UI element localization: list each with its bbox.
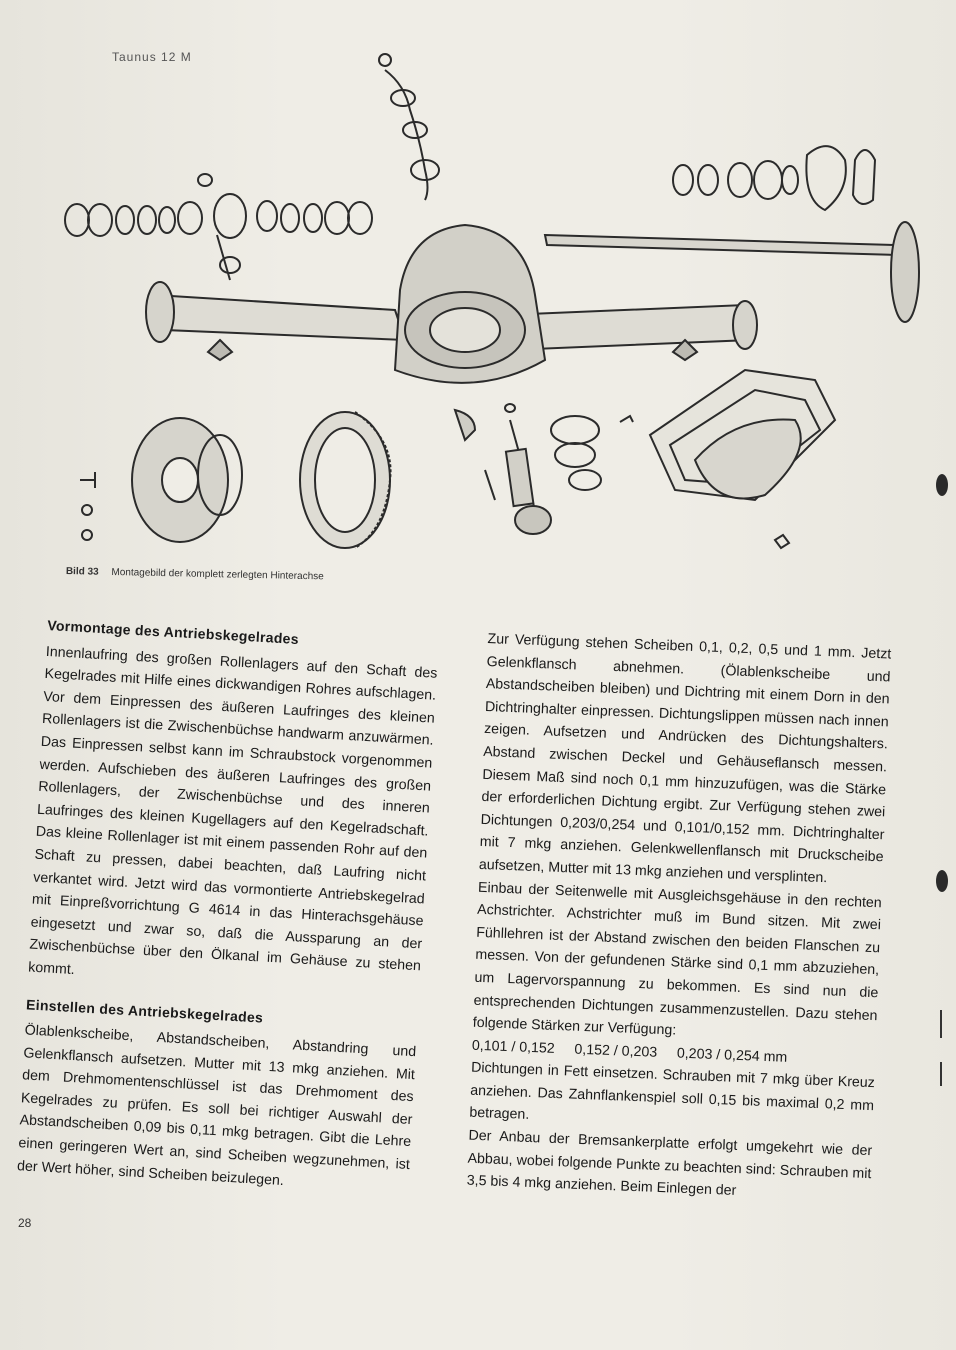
- paragraph: Zur Verfügung stehen Scheiben 0,1, 0,2, 0,5 und 1 mm. Jetzt Gelenkflansch abnehmen. (Ölablenkscheibe und Abstandscheiben bleiben) und Dichtring mit einem Dorn in den Dichtringhalter einpressen. Dichtungslippen müssen nach innen zeigen. Aufsetzen und Andrücken des Dichtungshalters. Abstand zwischen Deckel und Gehäuseflansch messen. Diesem Maß sind noch 0,1 mm hinzuzufügen, was die Stärke der erforderlichen Dichtung ergibt. Zur Verfügung stehen zwei Dichtungen 0,203/0,254 und 0,101/0,152 mm. Dichtringhalter mit 7 mkg anziehen. Gelenkwellenflansch mit Druckscheibe aufsetzen, Mutter mit 13 mkg anziehen und versplinten.: [478, 630, 892, 887]
- drive-pinion: [455, 404, 633, 534]
- figure-label: Bild 33: [65, 566, 99, 578]
- paragraph: Ölablenkscheibe, Abstandscheiben, Abstandring und Gelenkflansch aufsetzen. Mutter mit 13 mkg anziehen. Mit dem Drehmomentenschlüssel ist das Drehmoment des Kegelrades zu prüfen. Es soll bei richtiger Auswahl der Abstandscheiben 0,09 bis 0,11 mkg betragen. Gibt die Lehre einen geringeren Wert an, sind Scheiben wegzunehmen, ist der Wert höher, sind Scheiben beizulegen.: [16, 1022, 417, 1189]
- page-number: 28: [18, 1216, 32, 1230]
- right-washer-stack: [673, 146, 875, 210]
- paragraph: Einbau der Seitenwelle mit Ausgleichsgehäuse in den rechten Achstrichter. Achstrichter muß im Bund sitzen. Mit zwei Fühllehren ist der Abstand zwischen den beiden Flanschen zu messen. Von der gefundenen Stärke sind 0,1 mm abzuziehen, um Lagervorspannung zu bekommen. Es sind nun die entsprechenden Dichtungen zusammenzustellen. Dazu stehen folgende Stärken zur Verfügung:: [472, 879, 883, 1039]
- binder-hole: [936, 870, 948, 892]
- gasket-values: 0,101 / 0,152 0,152 / 0,203 0,203 / 0,254 mm: [471, 1037, 788, 1066]
- cover-and-gasket: [650, 370, 835, 548]
- right-column: [466, 628, 891, 1208]
- left-column: [17, 614, 440, 1199]
- left-bearing-stack: [65, 174, 372, 280]
- figure-caption-text: Montagebild der komplett zerlegten Hinterachse: [111, 566, 324, 583]
- pinion-gear-stack: [379, 54, 439, 200]
- ring-gear: [300, 412, 391, 548]
- paragraph: Dichtungen in Fett einsetzen. Schrauben mit 7 mkg über Kreuz anziehen. Das Zahnflankenspiel soll 0,15 bis maximal 0,2 mm betragen.: [469, 1059, 876, 1124]
- binder-hole: [936, 474, 948, 496]
- exploded-view-illustration: [55, 40, 935, 570]
- section-heading-vormontage: Vormontage des Antriebskegelrades: [46, 616, 300, 648]
- section-heading-einstellen: Einstellen des Antriebskegelrades: [25, 995, 264, 1026]
- paragraph: Der Anbau der Bremsankerplatte erfolgt umgekehrt wie der Abbau, wobei folgende Punkte zu beachten sind: Schrauben mit 3,5 bis 4 mkg anziehen. Beim Einlegen der: [466, 1127, 873, 1200]
- differential-case: [80, 418, 242, 542]
- margin-mark: [940, 1010, 942, 1038]
- running-head: Taunus 12 M: [112, 50, 192, 64]
- paragraph: Innenlaufring des großen Rollenlagers auf den Schaft des Kegelrades mit Hilfe eines dickwandigen Rohres aufschlagen. Vor dem Einpressen des äußeren Laufringes des kleinen Rollenlagers ist die Zwischenbüchse handwarm anzuwärmen. Das Einpressen selbst kann im Schraubstock vorgenommen werden. Aufschieben des äußeren Laufringes des großen Rollenlagers, der Zwischenbüchse und des inneren Laufringes des kleinen Kugellagers auf den Kegelradschaft. Das kleine Rollenlager ist mit einem passenden Rohr auf den Schaft zu pressen, dabei beachten, daß Laufring nicht verkantet wird. Jetzt wird das vormontierte Antriebskegelrad mit Einpreßvorrichtung G 4614 in das Hinterachsgehäuse eingesetzt und zwar so, daß die Aussparung an der Zwischenbüchse über den Ölkanal im Gehäuse zu stehen kommt.: [27, 643, 438, 978]
- margin-mark: [940, 1062, 942, 1086]
